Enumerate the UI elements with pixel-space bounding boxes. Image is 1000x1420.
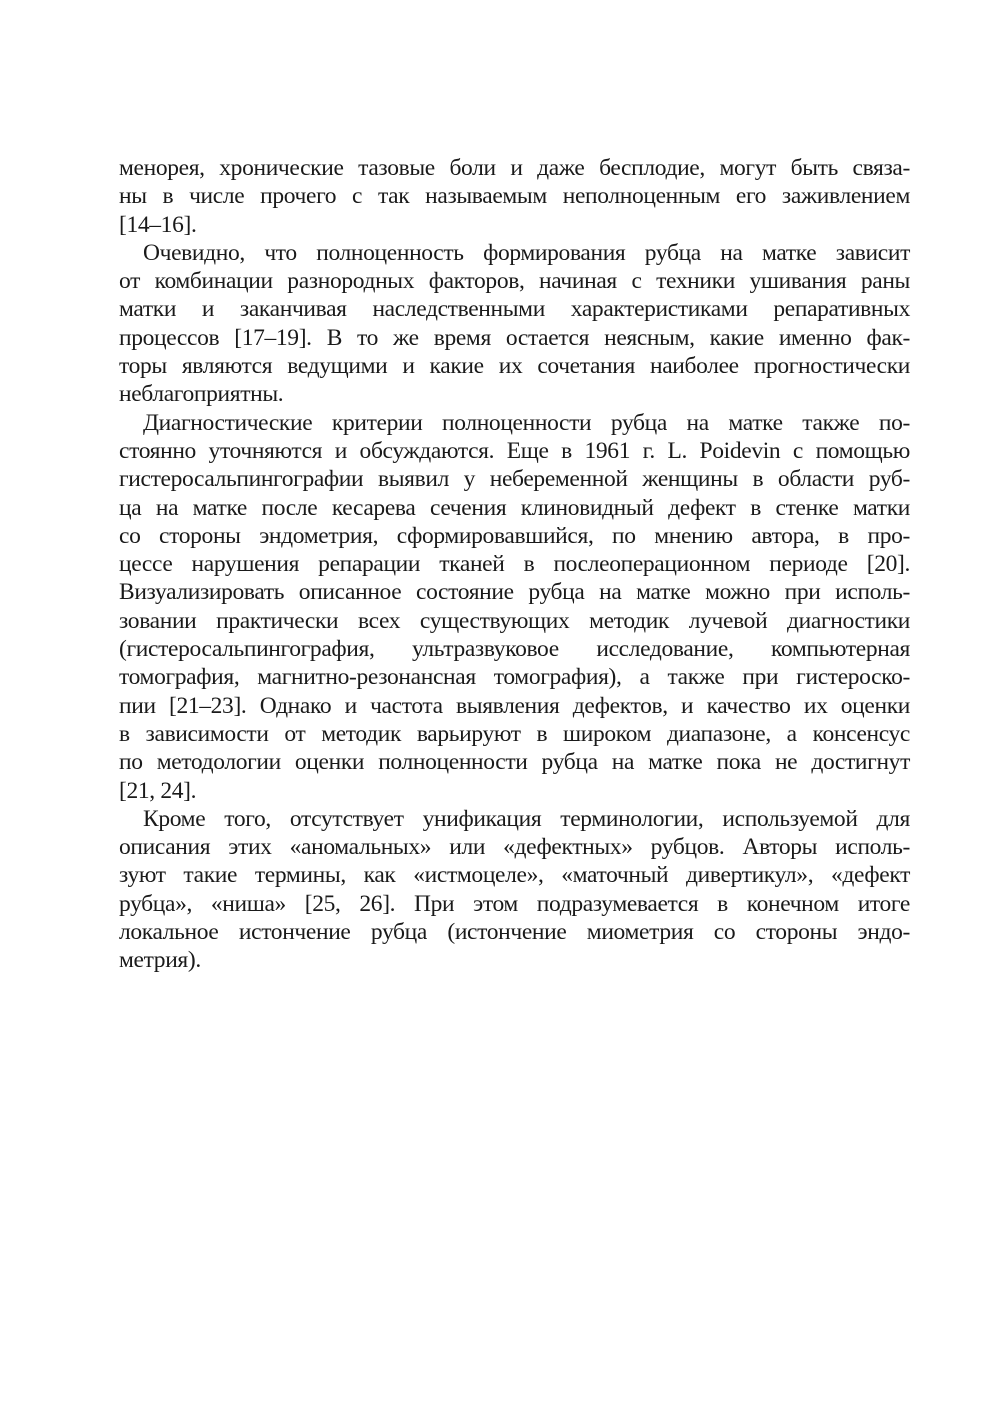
text-line: неблагоприятны.: [119, 381, 284, 408]
text-line: (гистеросальпингография, ультразвуковое исследование, компьютерная: [119, 636, 910, 663]
text-line: рубца», «ниша» [25, 26]. При этом подразумевается в конечном итоге: [119, 890, 910, 917]
text-line: гистеросальпингографии выявил у небеременной женщины в области руб-: [119, 466, 910, 493]
text-line: торы являются ведущими и какие их сочетания наиболее прогностически: [119, 353, 910, 380]
text-line: томография, магнитно-резонансная томография), а также при гистероско-: [119, 664, 910, 691]
text-line: ца на матке после кесарева сечения клиновидный дефект в стенке матки: [119, 494, 910, 521]
text-line: по методологии оценки полноценности рубца на матке пока не достигнут: [119, 749, 910, 776]
paragraph-2: [119, 239, 910, 409]
text-line: менорея, хронические тазовые боли и даже бесплодие, могут быть связа-: [119, 155, 910, 181]
text-line: пии [21–23]. Однако и частота выявления дефектов, и качество их оценки: [119, 692, 910, 719]
text-line: процессов [17–19]. В то же время остается неясным, какие именно фак-: [119, 324, 910, 351]
text-line: ны в числе прочего с так называемым неполноценным его заживлением: [119, 183, 910, 210]
text-line: Диагностические критерии полноценности рубца на матке также по-: [143, 409, 910, 436]
text-line: со стороны эндометрия, сформировавшийся, по мнению автора, в про-: [119, 522, 910, 549]
text-line: от комбинации разнородных факторов, начиная с техники ушивания раны: [119, 268, 910, 295]
paragraph-4: [119, 805, 910, 975]
text-line: в зависимости от методик варьируют в широком диапазоне, а консенсус: [119, 720, 910, 747]
text-line: [21, 24].: [119, 777, 197, 804]
text-line: [14–16].: [119, 211, 197, 238]
text-line: цессе нарушения репарации тканей в послеоперационном периоде [20].: [119, 551, 910, 578]
text-line: зовании практически всех существующих методик лучевой диагностики: [119, 607, 910, 634]
document-page: [119, 154, 910, 975]
text-line: стоянно уточняются и обсуждаются. Еще в 1961 г. L. Poidevin с помощью: [119, 437, 910, 464]
text-line: Визуализировать описанное состояние рубца на матке можно при исполь-: [119, 579, 910, 606]
text-line: метрия).: [119, 947, 201, 974]
text-line: локальное истончение рубца (истончение миометрия со стороны эндо-: [119, 919, 910, 946]
paragraph-3: [119, 409, 910, 805]
text-line: Кроме того, отсутствует унификация терминологии, используемой для: [143, 805, 910, 832]
text-line: зуют такие термины, как «истмоцеле», «маточный дивертикул», «дефект: [119, 862, 910, 889]
text-line: матки и заканчивая наследственными характеристиками репаративных: [119, 296, 910, 323]
text-line: описания этих «аномальных» или «дефектных» рубцов. Авторы исполь-: [119, 834, 910, 861]
text-line: Очевидно, что полноценность формирования рубца на матке зависит: [143, 239, 910, 266]
paragraph-1: [119, 154, 910, 239]
